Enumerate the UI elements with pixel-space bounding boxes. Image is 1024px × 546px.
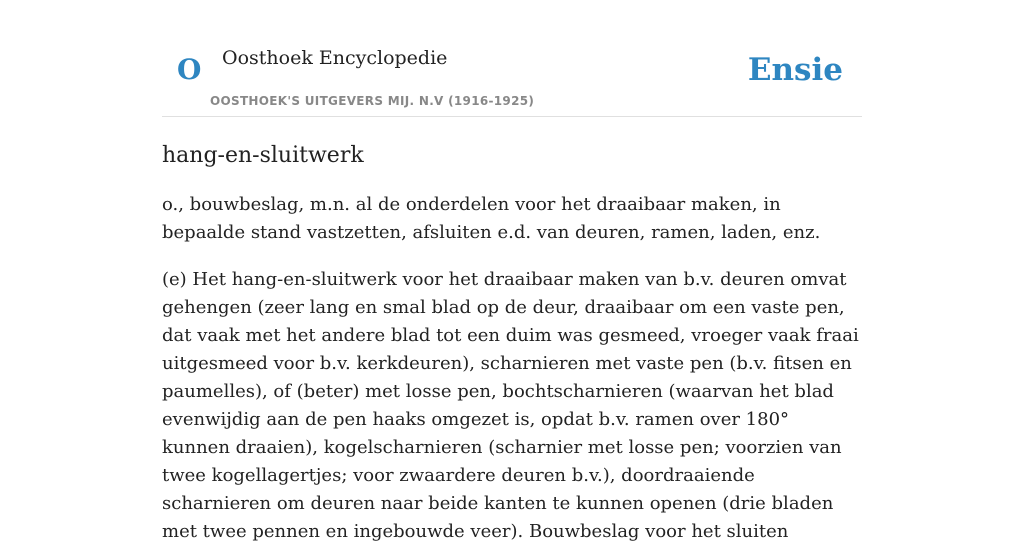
entry-paragraph: (e) Het hang-en-sluitwerk voor het draaibaar maken van b.v. deuren omvat gehengen (zeer lang en smal blad op de deur, draaibaar om een vaste pen, dat vaak met het andere blad tot een duim was gesmeed, vroeger vaak fraai uitgesmeed voor b.v. kerkdeuren), scharnieren met vaste pen (b.v. fitsen en paumelles), of (beter) met losse pen, bochtscharnieren (waarvan het blad evenwijdig aan de pen haaks omgezet is, opdat b.v. ramen over 180° kunnen draaien), kogelscharnieren (scharnier met losse pen; voorzien van twee kogellagertjes; voor zwaardere deuren b.v.), doordraaiende scharnieren om deuren naar beide kanten te kunnen openen (drie bladen met twee pennen en ingebouwde veer). Bouwbeslag voor het sluiten [162, 269, 859, 542]
page-container [162, 0, 862, 546]
entry-definition: o., bouwbeslag, m.n. al de onderdelen voor het draaibaar maken, in bepaalde stand vastzetten, afsluiten e.d. van deuren, ramen, laden, enz. [162, 194, 821, 243]
publisher-label: OOSTHOEK'S UITGEVERS MIJ. N.V (1916-1925) [210, 94, 535, 108]
source-logo[interactable]: O [177, 53, 202, 86]
entry-term: hang-en-sluitwerk [162, 143, 364, 168]
source-header [162, 0, 862, 117]
ensie-brand-link[interactable]: Ensie [747, 52, 843, 88]
source-title[interactable]: Oosthoek Encyclopedie [222, 47, 448, 69]
